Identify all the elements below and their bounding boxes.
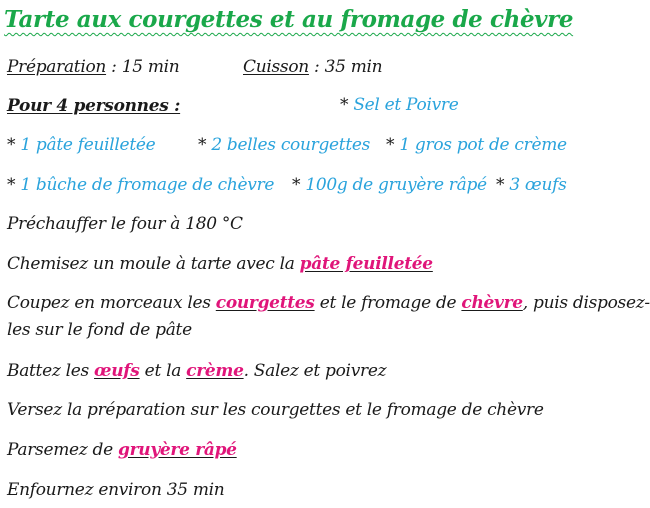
step-cut-continued: les sur le fond de pâte	[7, 320, 192, 340]
seasoning-item	[340, 94, 458, 116]
highlight-ingredient: chèvre	[461, 293, 523, 313]
cook-value: : 35 min	[308, 57, 383, 77]
servings: Pour 4 personnes :	[7, 96, 181, 116]
ingredient-item	[7, 134, 155, 156]
step-pour: Versez la préparation sur les courgettes et le fromage de chèvre	[7, 400, 544, 420]
ingredient-text: 2 belles courgettes	[211, 135, 371, 155]
ingredient-item	[198, 134, 370, 156]
highlight-ingredient: pâte feuilletée	[299, 254, 433, 274]
step-text: . Salez et poivrez	[243, 361, 387, 381]
ingredient-text: 1 gros pot de crème	[399, 135, 567, 155]
step-sprinkle	[7, 439, 237, 461]
step-text: et le fromage de	[314, 293, 462, 313]
ingredient-text: 100g de gruyère râpé	[305, 175, 487, 195]
step-text: et la	[139, 361, 187, 381]
step-text: , puis disposez-	[522, 293, 650, 313]
cook-label: Cuisson	[243, 57, 309, 77]
step-preheat: Préchauffer le four à 180 °C	[7, 214, 243, 234]
prep-value: : 15 min	[106, 57, 180, 77]
bullet-star: *	[7, 135, 16, 155]
ingredient-item	[496, 174, 567, 196]
bullet-star: *	[292, 175, 301, 195]
step-beat	[7, 360, 386, 382]
step-text: Coupez en morceaux les	[7, 293, 216, 313]
highlight-ingredient: courgettes	[215, 293, 315, 313]
step-line-pastry	[7, 253, 433, 275]
ingredient-text: 1 bûche de fromage de chèvre	[20, 175, 275, 195]
ingredient-text: 1 pâte feuilletée	[20, 135, 156, 155]
step-text: Chemisez un moule à tarte avec la	[7, 254, 300, 274]
recipe-title: Tarte aux courgettes et au fromage de chèvre	[4, 6, 574, 33]
step-cut	[7, 292, 650, 314]
bullet-star: *	[340, 95, 349, 115]
ingredient-text: 3 œufs	[509, 175, 567, 195]
times-row	[7, 56, 179, 78]
step-text: Parsemez de	[7, 440, 119, 460]
ingredient-item	[7, 174, 274, 196]
cook-row	[243, 56, 382, 78]
step-bake: Enfournez environ 35 min	[7, 480, 225, 500]
ingredient-item	[386, 134, 567, 156]
ingredient-item	[292, 174, 487, 196]
highlight-ingredient: œufs	[94, 361, 140, 381]
step-text: Battez les	[7, 361, 95, 381]
highlight-ingredient: crème	[186, 361, 244, 381]
seasoning: Sel et Poivre	[353, 95, 459, 115]
prep-label: Préparation	[7, 57, 107, 77]
bullet-star: *	[386, 135, 395, 155]
bullet-star: *	[7, 175, 16, 195]
bullet-star: *	[198, 135, 207, 155]
highlight-ingredient: gruyère râpé	[118, 440, 237, 460]
bullet-star: *	[496, 175, 505, 195]
